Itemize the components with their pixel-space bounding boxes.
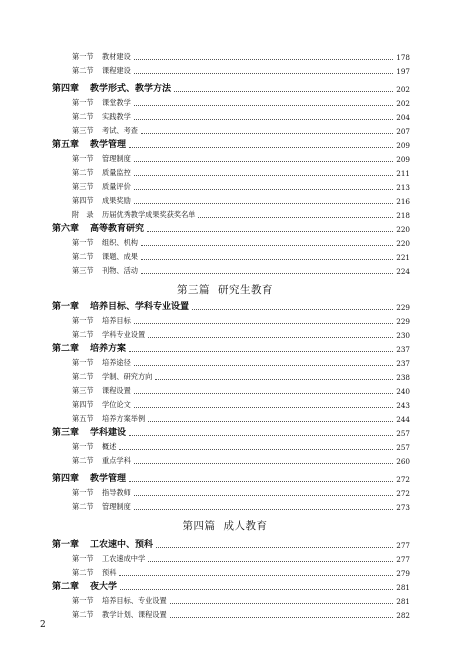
entry-label: 第三节 bbox=[72, 126, 94, 135]
entry-label: 第二章 bbox=[52, 582, 80, 592]
entry-title: 课程建设 bbox=[102, 66, 131, 75]
dot-leader bbox=[119, 449, 393, 450]
toc-chapter-row[interactable] bbox=[52, 426, 410, 438]
entry-title: 重点学科 bbox=[102, 456, 131, 465]
page-number: 2 bbox=[40, 620, 46, 630]
entry-label: 第三节 bbox=[72, 386, 94, 395]
entry-page-number: 207 bbox=[396, 127, 410, 136]
part-heading bbox=[0, 518, 450, 533]
entry-title: 工农速成中学 bbox=[102, 554, 146, 563]
entry-label: 第四章 bbox=[52, 84, 80, 94]
part-label: 第三篇 bbox=[177, 284, 210, 296]
dot-leader bbox=[134, 365, 394, 366]
entry-page-number: 229 bbox=[396, 317, 410, 326]
entry-title: 组织、机构 bbox=[102, 238, 138, 247]
dot-leader bbox=[134, 175, 394, 176]
toc-chapter-row[interactable] bbox=[52, 300, 410, 312]
toc-chapter-row[interactable] bbox=[52, 222, 410, 234]
toc-section-row[interactable] bbox=[72, 440, 410, 452]
entry-page-number: 281 bbox=[396, 597, 410, 606]
entry-title: 质量监控 bbox=[102, 168, 131, 177]
dot-leader bbox=[129, 147, 393, 148]
entry-label: 第一节 bbox=[72, 358, 94, 367]
entry-title: 教学计划、课程设置 bbox=[102, 610, 167, 619]
entry-title: 课题、成果 bbox=[102, 252, 138, 261]
dot-leader bbox=[134, 509, 394, 510]
dot-leader bbox=[119, 575, 393, 576]
dot-leader bbox=[134, 407, 394, 408]
entry-title: 预科 bbox=[102, 568, 117, 577]
entry-page-number: 243 bbox=[396, 401, 410, 410]
entry-page-number: 272 bbox=[396, 489, 410, 498]
toc-section-row[interactable] bbox=[72, 486, 410, 498]
dot-leader bbox=[134, 119, 394, 120]
entry-title: 培养方案 bbox=[90, 344, 127, 354]
dot-leader bbox=[134, 189, 394, 190]
toc-section-row[interactable] bbox=[72, 194, 410, 206]
dot-leader bbox=[134, 323, 394, 324]
dot-leader bbox=[192, 309, 393, 310]
entry-title: 历届优秀教学成果奖获奖名单 bbox=[102, 210, 196, 219]
entry-title: 高等教育研究 bbox=[90, 224, 145, 234]
entry-label: 第一节 bbox=[72, 596, 94, 605]
dot-leader bbox=[129, 351, 393, 352]
dot-leader bbox=[148, 421, 393, 422]
entry-page-number: 237 bbox=[396, 345, 410, 354]
entry-title: 管理制度 bbox=[102, 502, 131, 511]
entry-label: 第六章 bbox=[52, 224, 80, 234]
dot-leader bbox=[170, 603, 394, 604]
entry-page-number: 202 bbox=[396, 99, 410, 108]
entry-page-number: 244 bbox=[396, 415, 410, 424]
toc-section-row[interactable] bbox=[72, 208, 410, 220]
dot-leader bbox=[147, 231, 393, 232]
entry-page-number: 221 bbox=[396, 253, 410, 262]
entry-page-number: 202 bbox=[396, 85, 410, 94]
entry-label: 第二节 bbox=[72, 456, 94, 465]
entry-label: 第二节 bbox=[72, 252, 94, 261]
entry-page-number: 277 bbox=[396, 555, 410, 564]
entry-page-number: 178 bbox=[396, 53, 410, 62]
part-heading bbox=[0, 282, 450, 297]
entry-label: 第二节 bbox=[72, 330, 94, 339]
entry-title: 培养目标、学科专业设置 bbox=[90, 302, 190, 312]
entry-title: 刊物、活动 bbox=[102, 266, 138, 275]
dot-leader bbox=[134, 161, 394, 162]
entry-label: 第一节 bbox=[72, 98, 94, 107]
entry-title: 管理制度 bbox=[102, 154, 131, 163]
toc-section-row[interactable] bbox=[72, 110, 410, 122]
toc-section-row[interactable] bbox=[72, 454, 410, 466]
entry-page-number: 272 bbox=[396, 475, 410, 484]
toc-section-row[interactable] bbox=[72, 50, 410, 62]
entry-page-number: 240 bbox=[396, 387, 410, 396]
entry-title: 实践教学 bbox=[102, 112, 131, 121]
dot-leader bbox=[148, 337, 393, 338]
dot-leader bbox=[141, 133, 393, 134]
entry-label: 第三章 bbox=[52, 428, 80, 438]
dot-leader bbox=[134, 203, 394, 204]
dot-leader bbox=[120, 589, 393, 590]
entry-label: 第一节 bbox=[72, 52, 94, 61]
entry-page-number: 281 bbox=[396, 583, 410, 592]
entry-label: 第一章 bbox=[52, 540, 80, 550]
entry-title: 培养途径 bbox=[102, 358, 131, 367]
entry-label: 第二节 bbox=[72, 112, 94, 121]
entry-title: 学制、研究方向 bbox=[102, 372, 153, 381]
entry-page-number: 209 bbox=[396, 155, 410, 164]
dot-leader bbox=[134, 495, 394, 496]
entry-page-number: 216 bbox=[396, 197, 410, 206]
entry-label: 第二章 bbox=[52, 344, 80, 354]
entry-label: 第二节 bbox=[72, 568, 94, 577]
toc-section-row[interactable] bbox=[72, 370, 410, 382]
toc-section-row[interactable] bbox=[72, 500, 410, 512]
entry-title: 成果奖励 bbox=[102, 196, 131, 205]
entry-title: 质量评价 bbox=[102, 182, 131, 191]
toc-section-row[interactable] bbox=[72, 608, 410, 620]
entry-title: 教学管理 bbox=[90, 474, 127, 484]
entry-page-number: 213 bbox=[396, 183, 410, 192]
toc-chapter-row[interactable] bbox=[52, 138, 410, 150]
toc-chapter-row[interactable] bbox=[52, 472, 410, 484]
entry-label: 第四章 bbox=[52, 474, 80, 484]
toc-chapter-row[interactable] bbox=[52, 342, 410, 354]
entry-page-number: 224 bbox=[396, 267, 410, 276]
part-title: 研究生教育 bbox=[218, 284, 273, 296]
dot-leader bbox=[170, 617, 394, 618]
entry-page-number: 209 bbox=[396, 141, 410, 150]
entry-label: 第二节 bbox=[72, 66, 94, 75]
entry-label: 第二节 bbox=[72, 372, 94, 381]
toc-section-row[interactable] bbox=[72, 166, 410, 178]
dot-leader bbox=[174, 91, 393, 92]
entry-label: 第一节 bbox=[72, 554, 94, 563]
toc-section-row[interactable] bbox=[72, 180, 410, 192]
entry-label: 第二节 bbox=[72, 168, 94, 177]
part-title: 成人教育 bbox=[223, 520, 268, 532]
entry-title: 教材建设 bbox=[102, 52, 131, 61]
toc-section-row[interactable] bbox=[72, 566, 410, 578]
entry-label: 第一节 bbox=[72, 154, 94, 163]
dot-leader bbox=[129, 435, 393, 436]
entry-title: 教学管理 bbox=[90, 140, 127, 150]
entry-page-number: 204 bbox=[396, 113, 410, 122]
dot-leader bbox=[134, 73, 394, 74]
toc-section-row[interactable] bbox=[72, 314, 410, 326]
entry-label: 第三节 bbox=[72, 266, 94, 275]
entry-label: 附 录 bbox=[72, 210, 94, 219]
entry-page-number: 211 bbox=[396, 169, 410, 178]
entry-page-number: 237 bbox=[396, 359, 410, 368]
entry-title: 培养方案举例 bbox=[102, 414, 146, 423]
entry-label: 第二节 bbox=[72, 610, 94, 619]
entry-label: 第四节 bbox=[72, 196, 94, 205]
entry-title: 培养目标 bbox=[102, 316, 131, 325]
dot-leader bbox=[129, 481, 393, 482]
entry-title: 课堂教学 bbox=[102, 98, 131, 107]
toc-chapter-row[interactable] bbox=[52, 538, 410, 550]
entry-page-number: 257 bbox=[396, 429, 410, 438]
entry-title: 学位论文 bbox=[102, 400, 131, 409]
entry-label: 第三节 bbox=[72, 182, 94, 191]
toc-section-row[interactable] bbox=[72, 328, 410, 340]
dot-leader bbox=[141, 259, 393, 260]
entry-label: 第一章 bbox=[52, 302, 80, 312]
dot-leader bbox=[155, 379, 393, 380]
dot-leader bbox=[198, 217, 393, 218]
entry-label: 第一节 bbox=[72, 442, 94, 451]
entry-title: 指导教师 bbox=[102, 488, 131, 497]
toc-section-row[interactable] bbox=[72, 152, 410, 164]
entry-page-number: 279 bbox=[396, 569, 410, 578]
toc-section-row[interactable] bbox=[72, 264, 410, 276]
entry-label: 第二节 bbox=[72, 502, 94, 511]
entry-page-number: 257 bbox=[396, 443, 410, 452]
dot-leader bbox=[134, 59, 394, 60]
entry-label: 第一节 bbox=[72, 238, 94, 247]
entry-title: 学科建设 bbox=[90, 428, 127, 438]
toc-section-row[interactable] bbox=[72, 398, 410, 410]
entry-title: 考试、考查 bbox=[102, 126, 138, 135]
toc-section-row[interactable] bbox=[72, 96, 410, 108]
dot-leader bbox=[134, 393, 394, 394]
entry-page-number: 220 bbox=[396, 225, 410, 234]
toc-section-row[interactable] bbox=[72, 412, 410, 424]
entry-page-number: 273 bbox=[396, 503, 410, 512]
toc-section-row[interactable] bbox=[72, 124, 410, 136]
entry-title: 工农速中、预科 bbox=[90, 540, 154, 550]
entry-page-number: 229 bbox=[396, 303, 410, 312]
entry-page-number: 277 bbox=[396, 541, 410, 550]
entry-page-number: 218 bbox=[396, 211, 410, 220]
dot-leader bbox=[148, 561, 393, 562]
part-label: 第四篇 bbox=[182, 520, 216, 532]
entry-page-number: 230 bbox=[396, 331, 410, 340]
dot-leader bbox=[141, 245, 393, 246]
toc-chapter-row[interactable] bbox=[52, 580, 410, 592]
toc-section-row[interactable] bbox=[72, 384, 410, 396]
dot-leader bbox=[134, 105, 394, 106]
toc-section-row[interactable] bbox=[72, 594, 410, 606]
toc-chapter-row[interactable] bbox=[52, 82, 410, 94]
entry-title: 概述 bbox=[102, 442, 117, 451]
toc-section-row[interactable] bbox=[72, 236, 410, 248]
entry-label: 第五节 bbox=[72, 414, 94, 423]
toc-section-row[interactable] bbox=[72, 64, 410, 76]
entry-title: 教学形式、教学方法 bbox=[90, 84, 172, 94]
entry-title: 培养目标、专业设置 bbox=[102, 596, 167, 605]
dot-leader bbox=[134, 463, 394, 464]
entry-page-number: 238 bbox=[396, 373, 410, 382]
entry-label: 第五章 bbox=[52, 140, 80, 150]
entry-label: 第一节 bbox=[72, 488, 94, 497]
entry-page-number: 282 bbox=[396, 611, 410, 620]
entry-label: 第一节 bbox=[72, 316, 94, 325]
entry-label: 第四节 bbox=[72, 400, 94, 409]
entry-page-number: 220 bbox=[396, 239, 410, 248]
toc-section-row[interactable] bbox=[72, 250, 410, 262]
entry-title: 学科专业设置 bbox=[102, 330, 146, 339]
entry-page-number: 260 bbox=[396, 457, 410, 466]
toc-section-row[interactable] bbox=[72, 356, 410, 368]
entry-page-number: 197 bbox=[396, 67, 410, 76]
dot-leader bbox=[141, 273, 393, 274]
dot-leader bbox=[156, 547, 393, 548]
toc-section-row[interactable] bbox=[72, 552, 410, 564]
entry-title: 夜大学 bbox=[90, 582, 118, 592]
entry-title: 课程设置 bbox=[102, 386, 131, 395]
